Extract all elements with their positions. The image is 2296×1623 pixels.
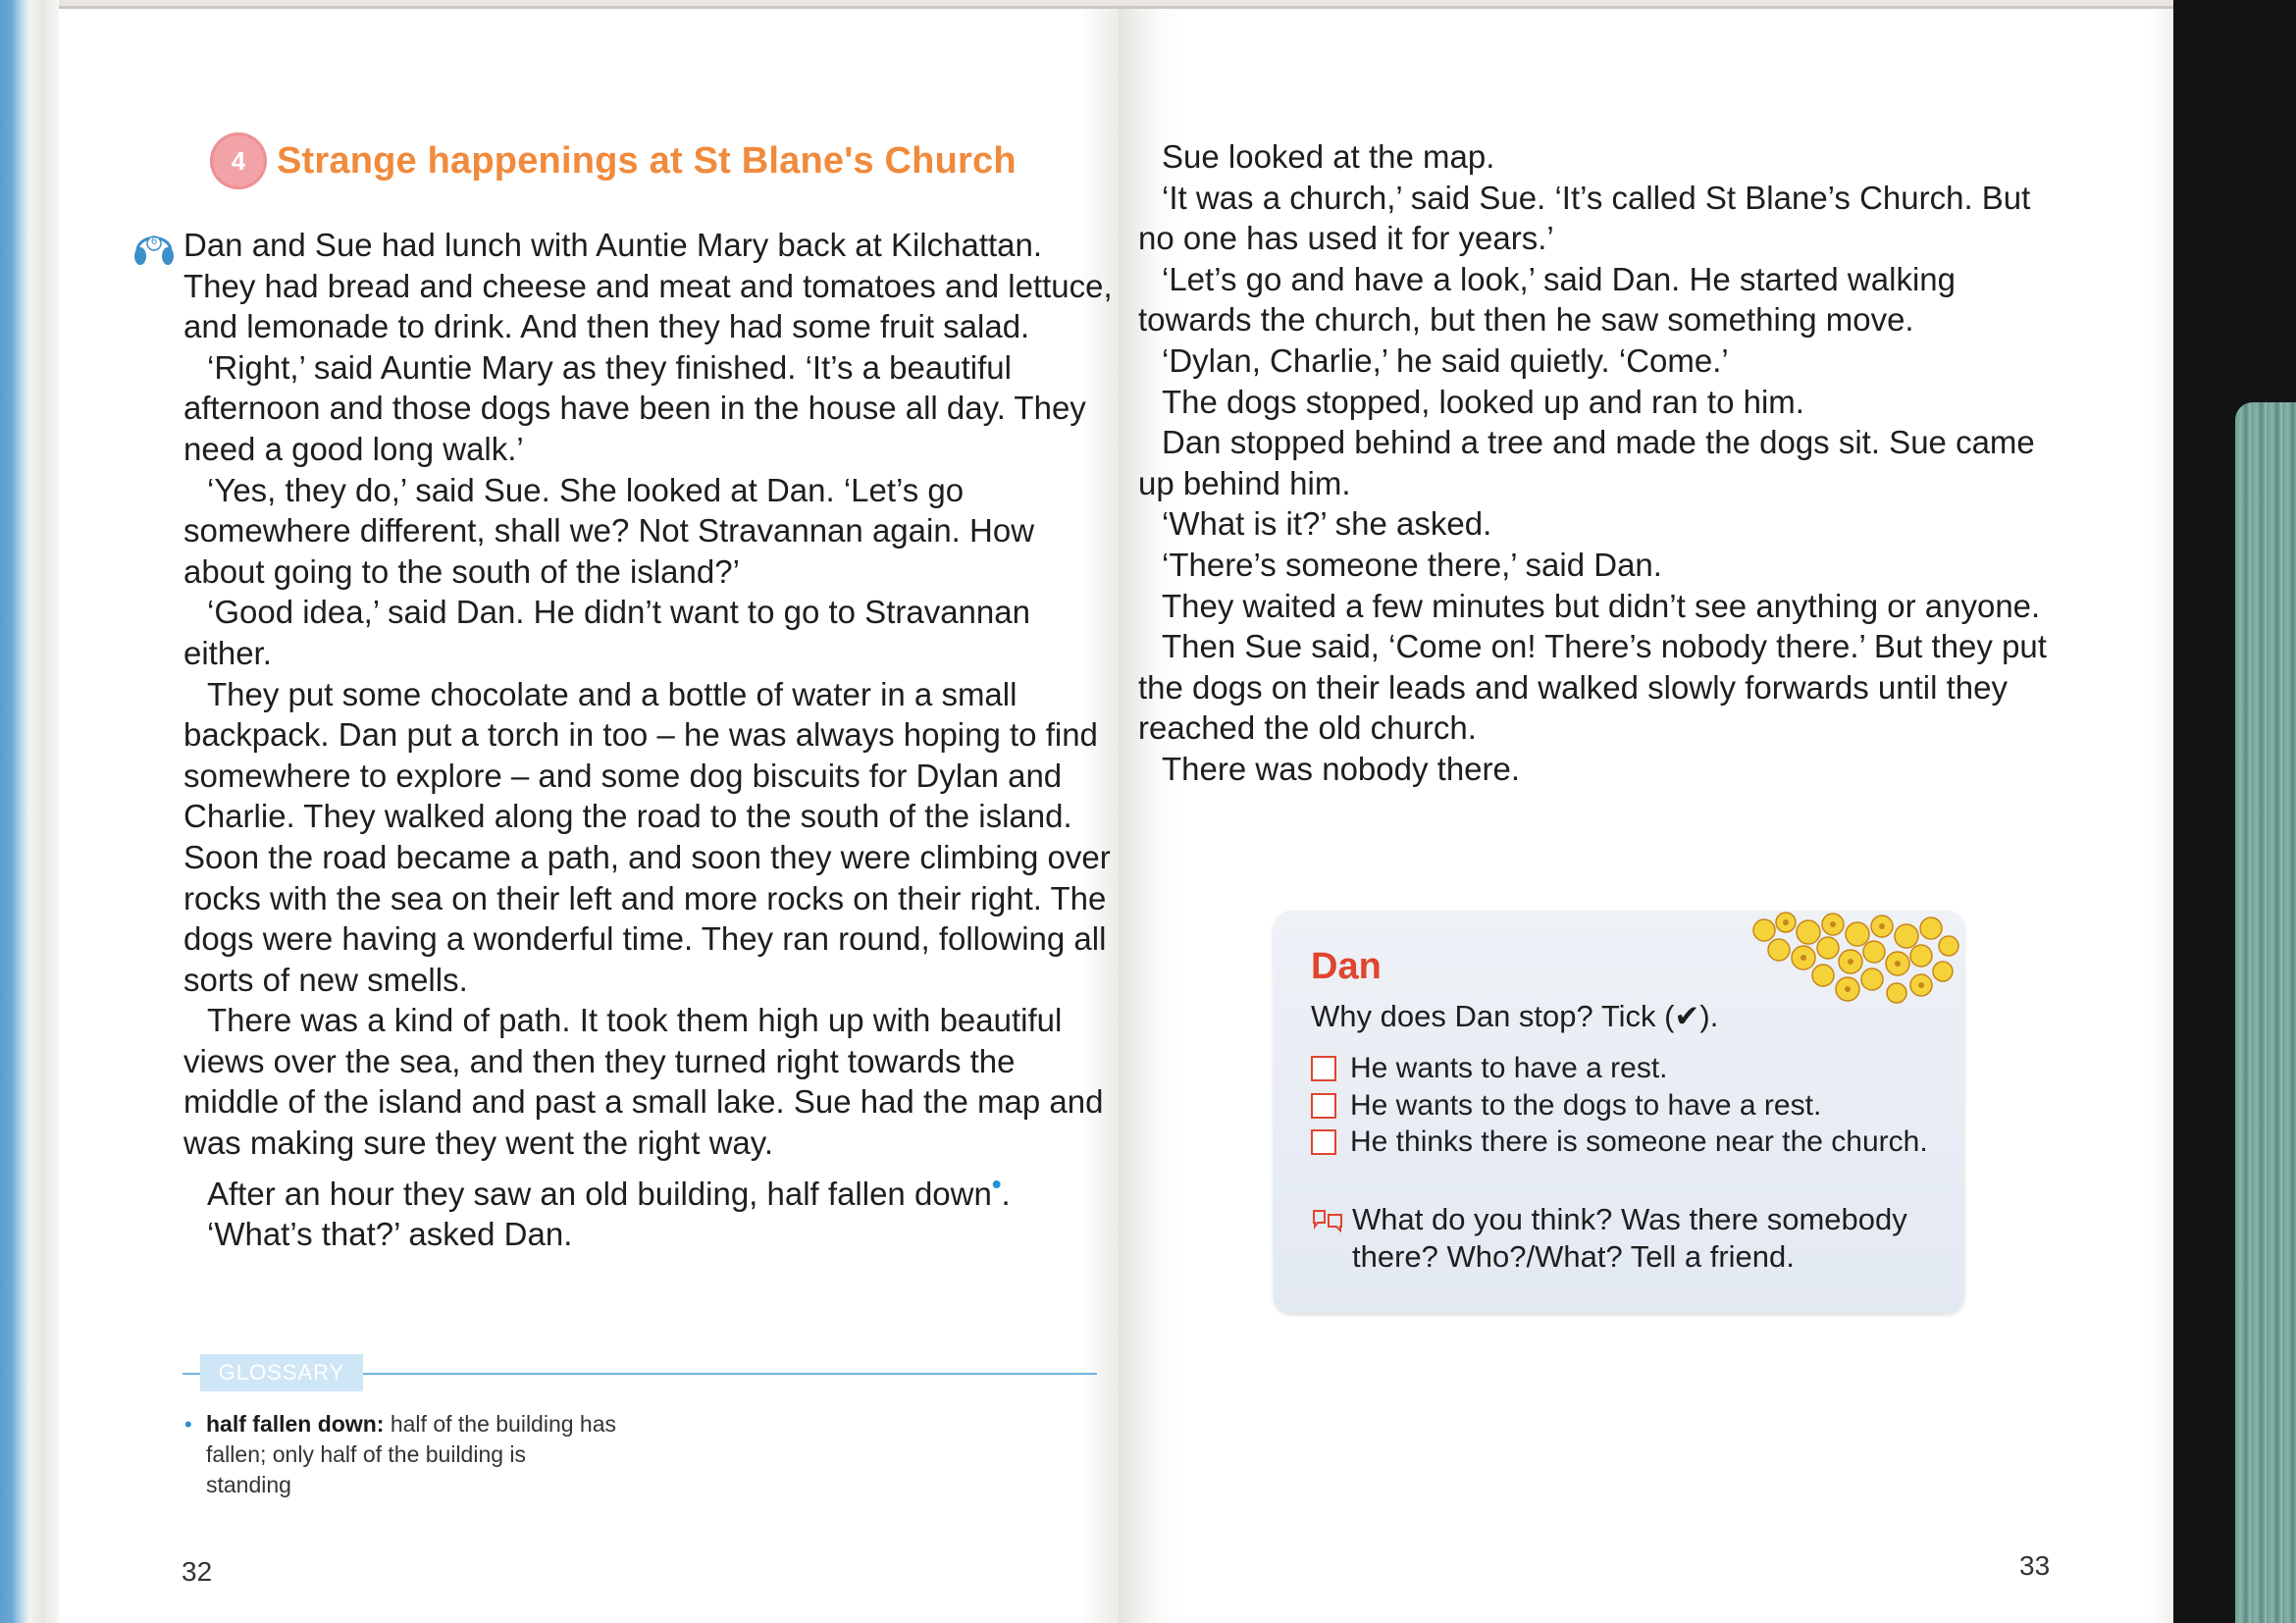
paragraph: Dan and Sue had lunch with Auntie Mary back at Kilchattan. They had bread and cheese and meat and tomatoes and lettuce, and lemonade to drink. And then they had some fruit salad. [183,227,1113,345]
paragraph-end: . [1001,1175,1011,1212]
activity-question: Why does Dan stop? Tick (✔). [1311,999,1719,1033]
chapter-title: Strange happenings at St Blane's Church [277,139,1017,182]
paragraph-text: After an hour they saw an old building, half fallen down [207,1175,992,1212]
paragraph: The dogs stopped, looked up and ran to him. [1162,383,1804,420]
audio-track-number: 6 [150,236,158,247]
paragraph: ‘What’s that?’ asked Dan. [207,1216,573,1253]
answer-option[interactable] [1311,1126,1928,1159]
page-number-left: 32 [182,1556,213,1587]
paragraph: ‘Yes, they do,’ said Sue. She looked at Dan. ‘Let’s go somewhere different, shall we? Not Stravannan again. How about going to the south of the island?’ [183,471,1035,590]
checkbox[interactable] [1311,1129,1336,1155]
discussion-text: What do you think? Was there somebody there? Who?/What? Tell a friend. [1352,1202,1907,1274]
page-number-right: 33 [2019,1550,2051,1581]
paragraph: ‘Right,’ said Auntie Mary as they finished. ‘It’s a beautiful afternoon and those dogs have been in the house all day. They need a good long walk.’ [183,348,1086,467]
glossary-bullet: • [184,1412,192,1437]
paragraph: ‘It was a church,’ said Sue. ‘It’s called St Blane’s Church. But no one has used it for years.’ [1138,179,2031,257]
discussion-prompt [1311,1201,1939,1276]
activity-title: Dan [1311,946,1382,987]
paragraph: ‘Let’s go and have a look,’ said Dan. He started walking towards the church, but then he saw something move. [1138,260,1956,339]
paragraph: They put some chocolate and a bottle of water in a small backpack. Dan put a torch in too – he was always hoping to find somewhere to explore – and some dog biscuits for Dylan and Charlie. They walked along the road to the south of the island. Soon the road became a path, and soon they were climbing over rocks with the sea on their left and more rocks on their right. The dogs were having a wonderful time. They ran round, following all sorts of new smells. [183,675,1111,998]
paragraph: ‘What is it?’ she asked. [1162,505,1492,543]
paragraph: ‘Dylan, Charlie,’ he said quietly. ‘Come.’ [1162,341,1729,379]
glossary-item [184,1409,616,1500]
paragraph: They waited a few minutes but didn’t see anything or anyone. [1162,587,2041,624]
paragraph-with-footnote [183,1164,1116,1215]
option-label: He wants to the dogs to have a rest. [1350,1089,1822,1122]
paragraph: Dan stopped behind a tree and made the dogs sit. Sue came up behind him. [1138,424,2035,501]
paragraph: ‘Good idea,’ said Dan. He didn’t want to go to Stravannan either. [183,594,1030,671]
chapter-number-badge: 4 [210,132,267,189]
checkbox[interactable] [1311,1056,1336,1081]
page-edge-ribbon [2235,402,2296,1623]
footnote-marker: • [991,1168,1002,1199]
book-spine-left [0,0,59,1623]
right-page-text [1138,136,2061,790]
paragraph: Sue looked at the map. [1162,138,1495,175]
answer-option[interactable] [1311,1089,1821,1123]
paragraph: ‘There’s someone there,’ said Dan. [1162,546,1662,583]
checkbox[interactable] [1311,1093,1336,1119]
speech-bubbles-icon [1311,1207,1344,1234]
activity-box [1274,911,1964,1313]
glossary-label: GLOSSARY [200,1354,363,1391]
left-page-text [183,225,1116,1255]
paragraph: There was nobody there. [1162,750,1521,787]
paragraph: Then Sue said, ‘Come on! There’s nobody there.’ But they put the dogs on their leads and walked slowly forwards until they reached the old church. [1138,628,2047,747]
paragraph: There was a kind of path. It took them high up with beautiful views over the sea, and then they turned right towards the middle of the island and past a small lake. Sue had the map and was making sure they went the right way. [183,1002,1104,1162]
option-label: He thinks there is someone near the church. [1350,1126,1928,1158]
glossary-term: half fallen down: [206,1411,385,1437]
chapter-heading [210,132,1017,189]
flowers-illustration [1725,911,1960,1019]
option-label: He wants to have a rest. [1350,1052,1668,1084]
glossary-definition: half of the building has fallen; only half of the building is standing [206,1411,617,1497]
page-top-edge [59,6,2173,9]
headphones-icon[interactable] [131,224,177,271]
answer-option[interactable] [1311,1052,1668,1085]
